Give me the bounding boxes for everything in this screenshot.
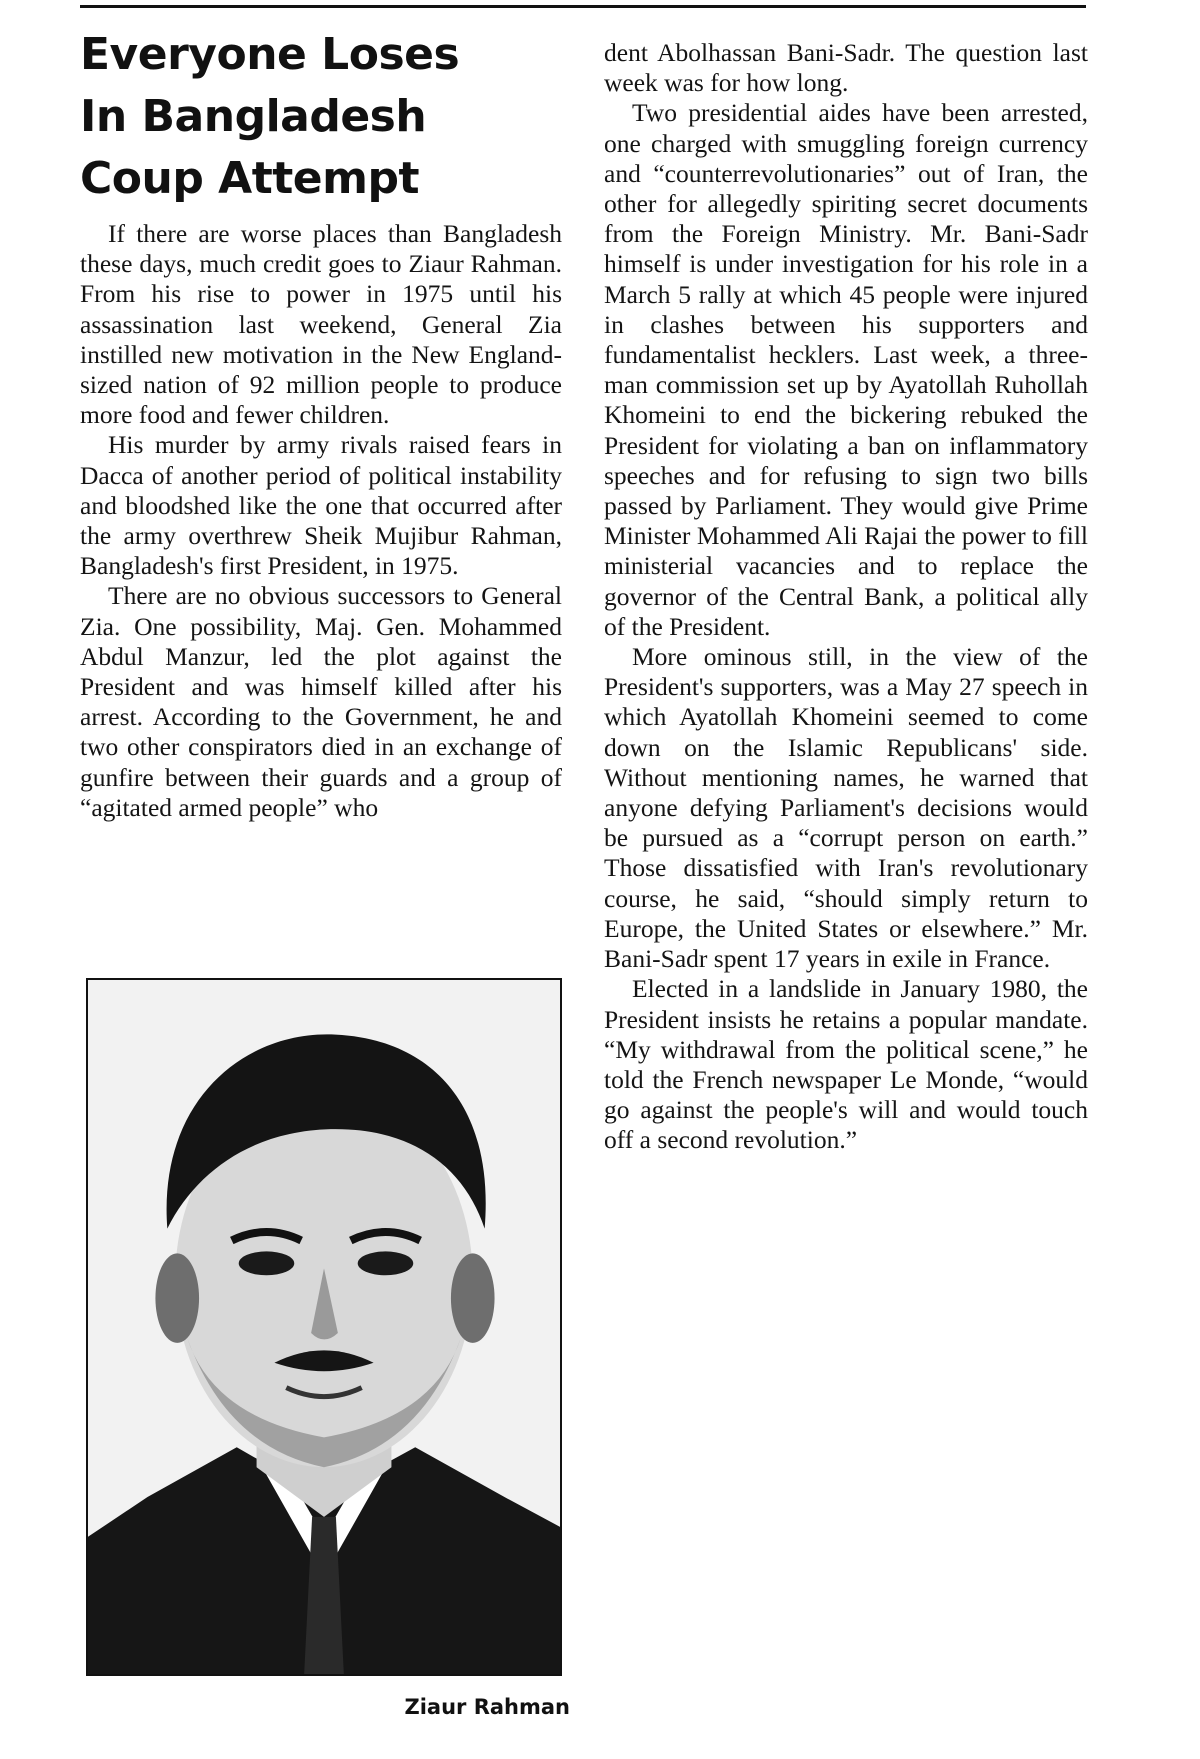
left-paragraph-1: If there are worse places than Bangladesh these days, much credit goes to Ziaur Rahman. From his rise to power in 1975 until his assassination last weekend, General Zia instilled new motivation in the New England-sized nation of 92 million people to produce more food and fewer children.	[80, 219, 562, 430]
headline	[80, 24, 580, 210]
headline-line-2: In Bangladesh	[80, 91, 427, 142]
portrait-illustration	[88, 980, 560, 1674]
photo-caption: Ziaur Rahman	[404, 1695, 570, 1719]
left-column-body	[80, 219, 562, 823]
portrait-photo	[86, 978, 562, 1676]
right-paragraph-1: Two presidential aides have been arrested, one charged with smuggling foreign currency and “counterrevolutionaries” out of Iran, the other for allegedly spiriting secret documents from the Foreign Ministry. Mr. Bani-Sadr himself is under investigation for his role in a March 5 rally at which 45 people were injured in clashes between his supporters and fundamentalist hecklers. Last week, a three-man commission set up by Ayatollah Ruhollah Khomeini to end the bickering rebuked the President for violating a ban on inflammatory speeches and for refusing to sign two bills passed by Parliament. They would give Prime Minister Mohammed Ali Rajai the power to fill ministerial vacancies and to replace the governor of the Central Bank, a political ally of the President.	[604, 98, 1088, 641]
top-rule	[80, 5, 1086, 8]
right-paragraph-3: Elected in a landslide in January 1980, the President insists he retains a popular mandate. “My withdrawal from the political scene,” he told the French newspaper Le Monde, “would go against the people's will and would touch off a second revolution.”	[604, 974, 1088, 1155]
left-paragraph-3: There are no obvious successors to General Zia. One possibility, Maj. Gen. Mohammed Abdul Manzur, led the plot against the President and was himself killed after his arrest. According to the Government, he and two other conspirators died in an exchange of gunfire between their guards and a group of “agitated armed people” who	[80, 581, 562, 822]
right-continuation-text: dent Abolhassan Bani-Sadr. The question last week was for how long.	[604, 38, 1088, 98]
headline-line-1: Everyone Loses	[80, 29, 460, 80]
right-column-body	[604, 38, 1088, 1156]
left-paragraph-2: His murder by army rivals raised fears in Dacca of another period of political instability and bloodshed like the one that occurred after the army overthrew Sheik Mujibur Rahman, Bangladesh's first President, in 1975.	[80, 430, 562, 581]
headline-line-3: Coup Attempt	[80, 153, 419, 204]
right-paragraph-2: More ominous still, in the view of the President's supporters, was a May 27 speech in which Ayatollah Khomeini seemed to come down on the Islamic Republicans' side. Without mentioning names, he warned that anyone defying Parliament's decisions would be pursued as a “corrupt person on earth.” Those dissatisfied with Iran's revolutionary course, he said, “should simply return to Europe, the United States or elsewhere.” Mr. Bani-Sadr spent 17 years in exile in France.	[604, 642, 1088, 974]
